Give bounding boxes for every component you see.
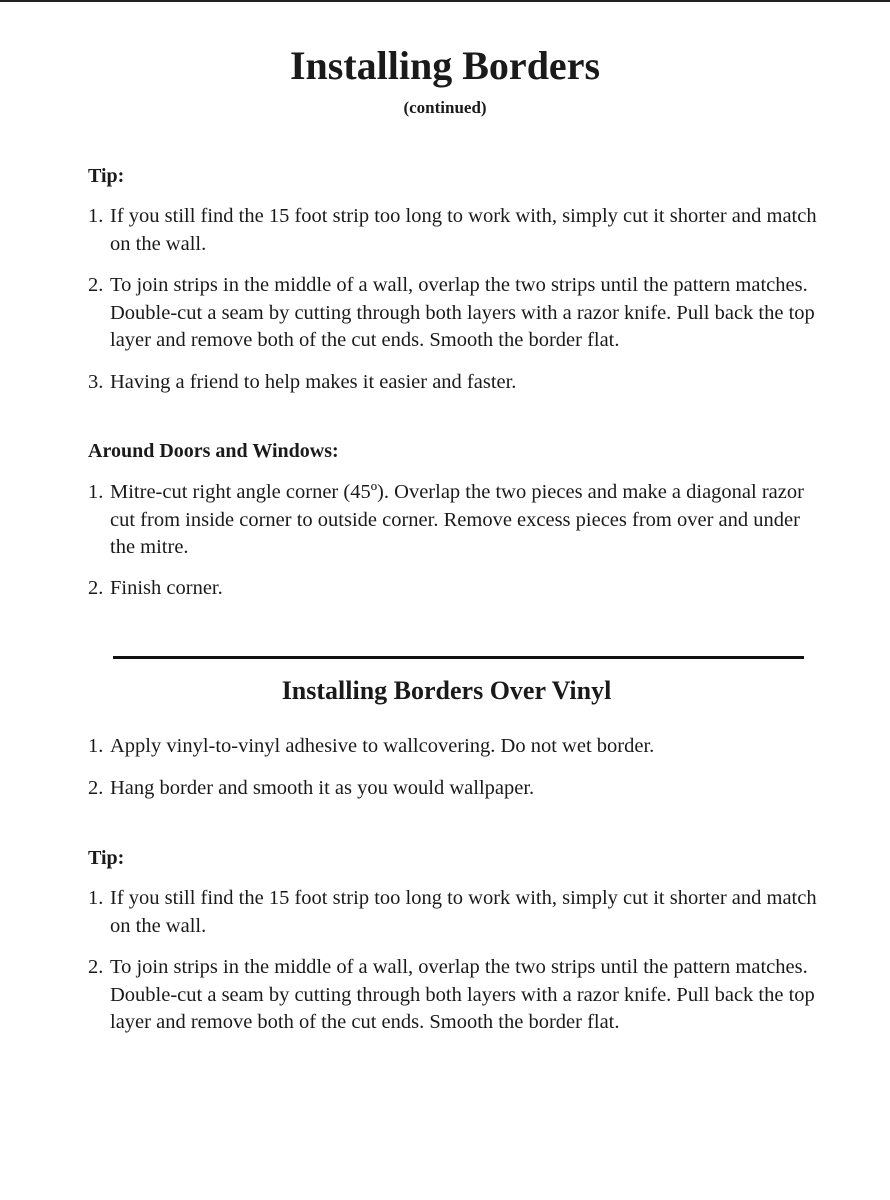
list-item: [88, 775, 828, 803]
list-text: Hang border and smooth it as you would wallpaper.: [110, 777, 535, 799]
list-text: If you still find the 15 foot strip too long to work with, simply cut it shorter and match on the wall.: [110, 887, 817, 937]
doors-windows-heading: Around Doors and Windows:: [88, 440, 339, 462]
tip-heading: Tip:: [88, 165, 125, 187]
list-text: If you still find the 15 foot strip too long to work with, simply cut it shorter and match on the wall.: [110, 205, 817, 255]
list-number: 1.: [88, 481, 104, 503]
section-title: Installing Borders Over Vinyl: [281, 676, 612, 705]
list-item: [88, 272, 828, 355]
list-item: [88, 885, 828, 940]
list-item: [88, 369, 828, 397]
list-text: To join strips in the middle of a wall, overlap the two strips until the pattern matches. Double-cut a seam by cutting through both layers with a razor knife. Pull back the top layer and remove both of the cut ends. Smooth the border flat.: [110, 956, 815, 1033]
list-number: 2.: [88, 956, 104, 978]
list-number: 3.: [88, 371, 104, 393]
list-number: 1.: [88, 735, 104, 757]
list-text: Having a friend to help makes it easier and faster.: [110, 371, 517, 393]
top-rule: [0, 0, 890, 2]
list-number: 2.: [88, 274, 104, 296]
list-item: [88, 203, 828, 258]
list-item: [88, 733, 828, 761]
list-text: To join strips in the middle of a wall, overlap the two strips until the pattern matches. Double-cut a seam by cutting through both layers with a razor knife. Pull back the top layer and remove both of the cut ends. Smooth the border flat.: [110, 274, 815, 351]
page-subtitle: (continued): [403, 98, 487, 117]
list-text: Mitre-cut right angle corner (45º). Overlap the two pieces and make a diagonal razor cut from inside corner to outside corner. Remove excess pieces from over and under the mitre.: [110, 481, 804, 558]
list-item: [88, 954, 828, 1037]
list-item: [88, 479, 828, 562]
list-text: Apply vinyl-to-vinyl adhesive to wallcovering. Do not wet border.: [110, 735, 655, 757]
section-divider: [113, 656, 804, 659]
list-number: 2.: [88, 577, 104, 599]
list-number: 1.: [88, 205, 104, 227]
list-item: [88, 575, 828, 603]
list-text: Finish corner.: [110, 577, 223, 599]
tip-heading: Tip:: [88, 847, 125, 869]
list-number: 2.: [88, 777, 104, 799]
page-title: Installing Borders: [289, 43, 601, 88]
list-number: 1.: [88, 887, 104, 909]
